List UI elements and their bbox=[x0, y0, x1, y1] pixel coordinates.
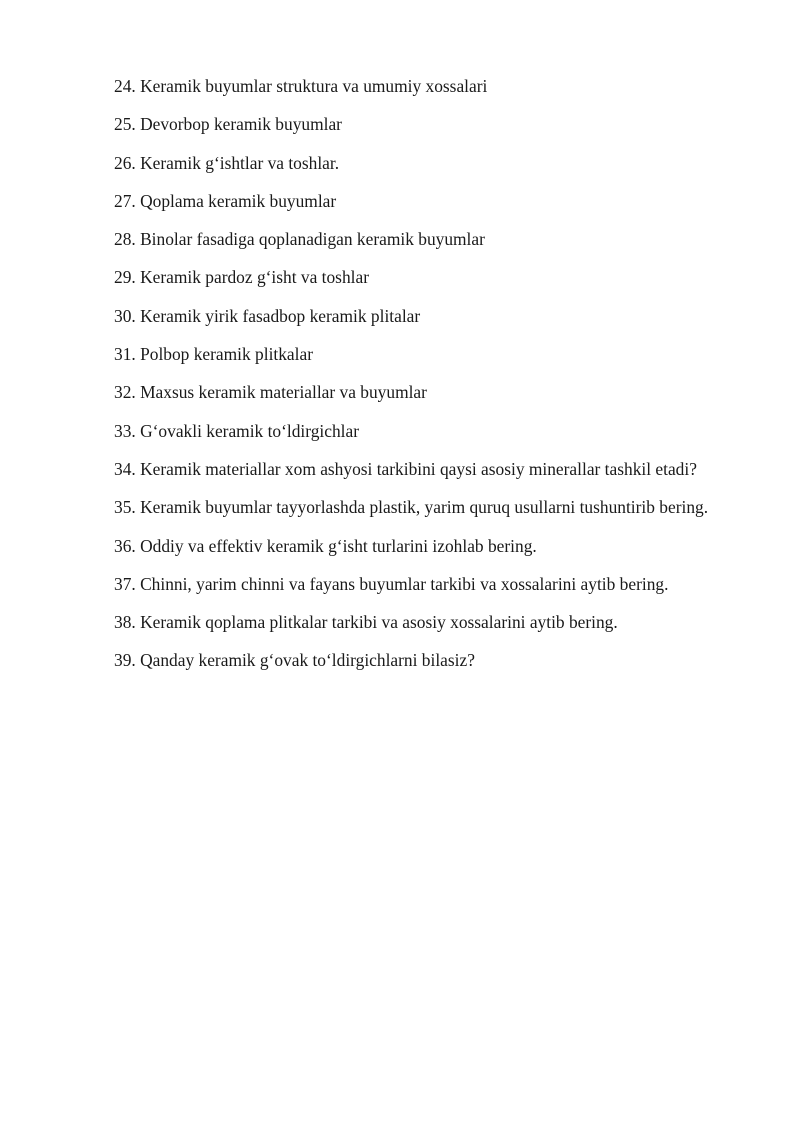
question-item: 32. Maxsus keramik materiallar va buyumlar bbox=[114, 382, 427, 403]
question-item: 35. Keramik buyumlar tayyorlashda plastik, yarim quruq usullarni tushuntirib bering. bbox=[114, 497, 709, 518]
question-item: 30. Keramik yirik fasadbop keramik plitalar bbox=[114, 305, 421, 326]
question-item: 29. Keramik pardoz g‘isht va toshlar bbox=[114, 267, 369, 288]
question-item: 24. Keramik buyumlar struktura va umumiy xossalari bbox=[114, 76, 488, 96]
question-item: 31. Polbop keramik plitkalar bbox=[114, 344, 313, 365]
question-list bbox=[114, 74, 724, 687]
question-item: 33. G‘ovakli keramik to‘ldirgichlar bbox=[114, 420, 360, 441]
question-item: 25. Devorbop keramik buyumlar bbox=[114, 114, 342, 135]
question-item: 27. Qoplama keramik buyumlar bbox=[114, 190, 337, 211]
question-item: 28. Binolar fasadiga qoplanadigan keramik buyumlar bbox=[114, 229, 485, 250]
question-item: 37. Chinni, yarim chinni va fayans buyumlar tarkibi va xossalarini aytib bering. bbox=[114, 573, 669, 594]
question-item: 34. Keramik materiallar xom ashyosi tarkibini qaysi asosiy minerallar tashkil etadi? bbox=[114, 458, 697, 479]
question-item: 39. Qanday keramik g‘ovak to‘ldirgichlarni bilasiz? bbox=[114, 650, 475, 671]
question-item: 26. Keramik g‘ishtlar va toshlar. bbox=[114, 152, 340, 173]
question-item: 36. Oddiy va effektiv keramik g‘isht turlarini izohlab bering. bbox=[114, 535, 537, 556]
question-item: 38. Keramik qoplama plitkalar tarkibi va asosiy xossalarini aytib bering. bbox=[114, 612, 618, 633]
